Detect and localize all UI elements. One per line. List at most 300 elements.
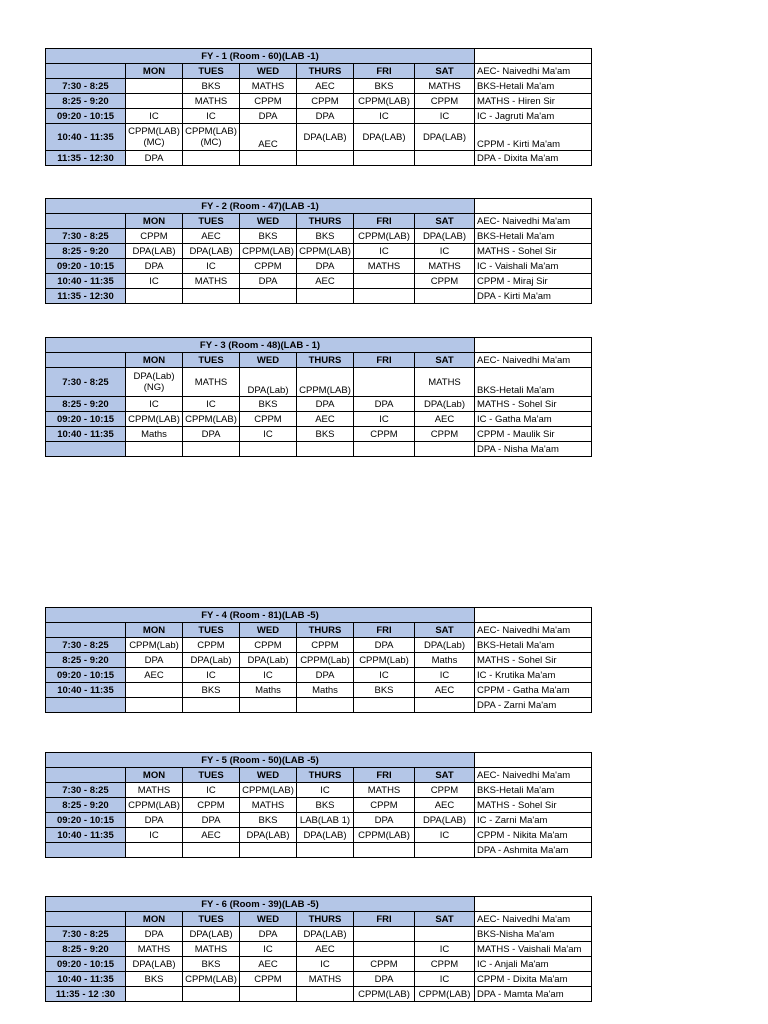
- day-header: SAT: [415, 623, 475, 638]
- class-cell: CPPM(LAB): [297, 244, 354, 259]
- class-cell: AEC: [297, 412, 354, 427]
- class-cell: [297, 987, 354, 1002]
- day-header: FRI: [354, 768, 415, 783]
- class-cell: BKS: [183, 957, 240, 972]
- teacher-cell: MATHS - Hiren Sir: [475, 94, 592, 109]
- class-cell: CPPM: [183, 638, 240, 653]
- empty-cell: [475, 608, 592, 623]
- class-cell: [354, 927, 415, 942]
- class-cell: BKS: [240, 397, 297, 412]
- class-cell: CPPM(LAB): [354, 229, 415, 244]
- class-cell: DPA: [126, 653, 183, 668]
- class-cell: [126, 698, 183, 713]
- class-cell: MATHS: [240, 79, 297, 94]
- class-cell: IC: [126, 274, 183, 289]
- class-cell: [297, 442, 354, 457]
- corner-cell: [46, 768, 126, 783]
- class-cell: CPPM: [415, 427, 475, 442]
- teacher-cell: AEC- Naivedhi Ma'am: [475, 214, 592, 229]
- class-cell: [183, 987, 240, 1002]
- teacher-cell: CPPM - Kirti Ma'am: [475, 124, 592, 151]
- class-cell: [126, 683, 183, 698]
- timetable-fy4: [45, 607, 592, 713]
- class-cell: AEC: [415, 412, 475, 427]
- teacher-cell: MATHS - Sohel Sir: [475, 397, 592, 412]
- time-slot: 8:25 - 9:20: [46, 244, 126, 259]
- class-cell: [297, 151, 354, 166]
- time-slot: 09:20 - 10:15: [46, 813, 126, 828]
- class-cell: [126, 94, 183, 109]
- class-cell: CPPM: [415, 957, 475, 972]
- teacher-cell: IC - Jagruti Ma'am: [475, 109, 592, 124]
- class-cell: CPPM(LAB): [183, 412, 240, 427]
- teacher-cell: AEC- Naivedhi Ma'am: [475, 353, 592, 368]
- class-cell: Maths: [297, 683, 354, 698]
- day-header: WED: [240, 353, 297, 368]
- time-slot: 09:20 - 10:15: [46, 668, 126, 683]
- day-header: MON: [126, 353, 183, 368]
- teacher-cell: CPPM - Miraj Sir: [475, 274, 592, 289]
- day-header: SAT: [415, 64, 475, 79]
- teacher-cell: MATHS - Vaishali Ma'am: [475, 942, 592, 957]
- class-cell: [297, 843, 354, 858]
- class-cell: DPA(LAB): [240, 828, 297, 843]
- class-cell: IC: [415, 109, 475, 124]
- teacher-cell: BKS-Hetali Ma'am: [475, 638, 592, 653]
- class-cell: CPPM(LAB): [126, 798, 183, 813]
- class-cell: DPA: [240, 109, 297, 124]
- class-cell: [126, 843, 183, 858]
- class-cell: [415, 151, 475, 166]
- teacher-cell: DPA - Kirti Ma'am: [475, 289, 592, 304]
- class-cell: IC: [415, 244, 475, 259]
- class-cell: AEC: [183, 828, 240, 843]
- class-cell: MATHS: [354, 783, 415, 798]
- teacher-cell: DPA - Ashmita Ma'am: [475, 843, 592, 858]
- day-header: WED: [240, 64, 297, 79]
- class-cell: MATHS: [415, 259, 475, 274]
- class-cell: AEC: [297, 942, 354, 957]
- day-header: TUES: [183, 64, 240, 79]
- teacher-cell: DPA - Nisha Ma'am: [475, 442, 592, 457]
- class-cell: [297, 289, 354, 304]
- class-cell: DPA: [183, 813, 240, 828]
- teacher-cell: CPPM - Maulik Sir: [475, 427, 592, 442]
- empty-cell: [475, 897, 592, 912]
- corner-cell: [46, 912, 126, 927]
- class-cell: AEC: [415, 798, 475, 813]
- time-slot: 7:30 - 8:25: [46, 927, 126, 942]
- class-cell: CPPM(LAB): [297, 368, 354, 397]
- teacher-cell: BKS-Nisha Ma'am: [475, 927, 592, 942]
- class-cell: AEC: [297, 79, 354, 94]
- class-cell: DPA(LAB): [415, 813, 475, 828]
- teacher-cell: BKS-Hetali Ma'am: [475, 229, 592, 244]
- class-cell: [240, 442, 297, 457]
- class-cell: IC: [183, 397, 240, 412]
- class-cell: IC: [183, 668, 240, 683]
- time-slot: 7:30 - 8:25: [46, 229, 126, 244]
- class-cell: DPA: [297, 668, 354, 683]
- class-cell: MATHS: [183, 368, 240, 397]
- day-header: TUES: [183, 768, 240, 783]
- class-cell: DPA: [354, 972, 415, 987]
- class-cell: IC: [240, 427, 297, 442]
- class-cell: CPPM: [415, 94, 475, 109]
- table-title: FY - 3 (Room - 48)(LAB - 1): [46, 338, 475, 353]
- class-cell: CPPM: [183, 798, 240, 813]
- day-header: MON: [126, 912, 183, 927]
- class-cell: IC: [415, 668, 475, 683]
- class-cell: [240, 843, 297, 858]
- time-slot: 11:35 - 12:30: [46, 151, 126, 166]
- teacher-cell: BKS-Hetali Ma'am: [475, 368, 592, 397]
- class-cell: DPA: [126, 151, 183, 166]
- day-header: FRI: [354, 623, 415, 638]
- class-cell: [354, 442, 415, 457]
- class-cell: IC: [240, 668, 297, 683]
- class-cell: BKS: [354, 79, 415, 94]
- class-cell: [126, 289, 183, 304]
- class-cell: [354, 289, 415, 304]
- day-header: MON: [126, 623, 183, 638]
- time-slot: 8:25 - 9:20: [46, 942, 126, 957]
- class-cell: MATHS: [415, 368, 475, 397]
- class-cell: [240, 289, 297, 304]
- class-cell: [415, 289, 475, 304]
- timetable-fy5: [45, 752, 592, 858]
- corner-cell: [46, 64, 126, 79]
- class-cell: DPA: [240, 274, 297, 289]
- class-cell: AEC: [240, 957, 297, 972]
- class-cell: IC: [354, 412, 415, 427]
- class-cell: IC: [415, 828, 475, 843]
- class-cell: CPPM(Lab): [297, 653, 354, 668]
- teacher-cell: BKS-Hetali Ma'am: [475, 79, 592, 94]
- class-cell: DPA: [240, 927, 297, 942]
- class-cell: [354, 274, 415, 289]
- class-cell: CPPM(LAB) (MC): [126, 124, 183, 151]
- class-cell: CPPM: [126, 229, 183, 244]
- class-cell: DPA(LAB): [126, 244, 183, 259]
- time-slot: [46, 698, 126, 713]
- class-cell: CPPM(LAB): [354, 828, 415, 843]
- class-cell: DPA(LAB): [183, 927, 240, 942]
- time-slot: 09:20 - 10:15: [46, 957, 126, 972]
- class-cell: Maths: [126, 427, 183, 442]
- class-cell: CPPM: [240, 412, 297, 427]
- teacher-cell: IC - Zarni Ma'am: [475, 813, 592, 828]
- class-cell: [354, 698, 415, 713]
- class-cell: MATHS: [183, 274, 240, 289]
- class-cell: DPA: [183, 427, 240, 442]
- class-cell: Maths: [240, 683, 297, 698]
- class-cell: MATHS: [126, 783, 183, 798]
- teacher-cell: AEC- Naivedhi Ma'am: [475, 768, 592, 783]
- class-cell: DPA: [354, 397, 415, 412]
- time-slot: [46, 843, 126, 858]
- class-cell: IC: [183, 109, 240, 124]
- class-cell: DPA(LAB): [297, 828, 354, 843]
- class-cell: DPA(Lab) (NG): [126, 368, 183, 397]
- class-cell: IC: [183, 259, 240, 274]
- class-cell: AEC: [126, 668, 183, 683]
- class-cell: CPPM: [297, 94, 354, 109]
- class-cell: DPA(LAB): [415, 229, 475, 244]
- class-cell: [354, 368, 415, 397]
- table-title: FY - 5 (Room - 50)(LAB -5): [46, 753, 475, 768]
- class-cell: CPPM(Lab): [354, 653, 415, 668]
- teacher-cell: AEC- Naivedhi Ma'am: [475, 912, 592, 927]
- class-cell: [354, 843, 415, 858]
- class-cell: IC: [126, 109, 183, 124]
- teacher-cell: CPPM - Dixita Ma'am: [475, 972, 592, 987]
- class-cell: CPPM(LAB): [240, 783, 297, 798]
- class-cell: AEC: [183, 229, 240, 244]
- class-cell: BKS: [183, 683, 240, 698]
- empty-cell: [475, 753, 592, 768]
- teacher-cell: IC - Anjali Ma'am: [475, 957, 592, 972]
- day-header: FRI: [354, 64, 415, 79]
- teacher-cell: CPPM - Gatha Ma'am: [475, 683, 592, 698]
- class-cell: IC: [297, 783, 354, 798]
- class-cell: BKS: [183, 79, 240, 94]
- time-slot: 7:30 - 8:25: [46, 79, 126, 94]
- class-cell: MATHS: [297, 972, 354, 987]
- class-cell: DPA(Lab): [183, 653, 240, 668]
- class-cell: CPPM: [415, 274, 475, 289]
- corner-cell: [46, 214, 126, 229]
- day-header: TUES: [183, 214, 240, 229]
- class-cell: [183, 843, 240, 858]
- time-slot: 09:20 - 10:15: [46, 259, 126, 274]
- class-cell: DPA(LAB): [297, 927, 354, 942]
- teacher-cell: MATHS - Sohel Sir: [475, 244, 592, 259]
- class-cell: DPA(LAB): [126, 957, 183, 972]
- class-cell: BKS: [297, 427, 354, 442]
- day-header: MON: [126, 768, 183, 783]
- teacher-cell: IC - Gatha Ma'am: [475, 412, 592, 427]
- time-slot: 10:40 - 11:35: [46, 274, 126, 289]
- class-cell: CPPM(LAB): [354, 987, 415, 1002]
- time-slot: 09:20 - 10:15: [46, 109, 126, 124]
- time-slot: 10:40 - 11:35: [46, 683, 126, 698]
- class-cell: AEC: [415, 683, 475, 698]
- class-cell: BKS: [240, 229, 297, 244]
- teacher-cell: IC - Vaishali Ma'am: [475, 259, 592, 274]
- time-slot: 10:40 - 11:35: [46, 972, 126, 987]
- class-cell: CPPM(LAB): [240, 244, 297, 259]
- table-title: FY - 1 (Room - 60)(LAB -1): [46, 49, 475, 64]
- class-cell: [415, 442, 475, 457]
- class-cell: DPA: [297, 397, 354, 412]
- class-cell: BKS: [240, 813, 297, 828]
- day-header: THURS: [297, 768, 354, 783]
- teacher-cell: BKS-Hetali Ma'am: [475, 783, 592, 798]
- class-cell: DPA(Lab): [415, 638, 475, 653]
- day-header: TUES: [183, 353, 240, 368]
- class-cell: [183, 289, 240, 304]
- class-cell: IC: [354, 244, 415, 259]
- class-cell: [354, 151, 415, 166]
- day-header: SAT: [415, 912, 475, 927]
- class-cell: CPPM(Lab): [126, 638, 183, 653]
- class-cell: IC: [240, 942, 297, 957]
- class-cell: IC: [415, 972, 475, 987]
- time-slot: 7:30 - 8:25: [46, 783, 126, 798]
- class-cell: MATHS: [183, 94, 240, 109]
- class-cell: DPA: [354, 638, 415, 653]
- class-cell: [240, 151, 297, 166]
- day-header: FRI: [354, 912, 415, 927]
- day-header: TUES: [183, 623, 240, 638]
- day-header: MON: [126, 64, 183, 79]
- day-header: THURS: [297, 623, 354, 638]
- class-cell: CPPM: [240, 972, 297, 987]
- empty-cell: [475, 338, 592, 353]
- day-header: THURS: [297, 353, 354, 368]
- class-cell: MATHS: [354, 259, 415, 274]
- class-cell: CPPM(LAB): [183, 972, 240, 987]
- empty-cell: [475, 199, 592, 214]
- day-header: SAT: [415, 768, 475, 783]
- time-slot: 11:35 - 12 :30: [46, 987, 126, 1002]
- class-cell: IC: [183, 783, 240, 798]
- day-header: THURS: [297, 64, 354, 79]
- class-cell: DPA(Lab): [415, 397, 475, 412]
- class-cell: DPA(Lab): [240, 653, 297, 668]
- empty-cell: [475, 49, 592, 64]
- class-cell: MATHS: [415, 79, 475, 94]
- class-cell: DPA: [126, 927, 183, 942]
- class-cell: CPPM(LAB): [126, 412, 183, 427]
- teacher-cell: DPA - Mamta Ma'am: [475, 987, 592, 1002]
- day-header: MON: [126, 214, 183, 229]
- day-header: SAT: [415, 353, 475, 368]
- time-slot: [46, 442, 126, 457]
- teacher-cell: AEC- Naivedhi Ma'am: [475, 623, 592, 638]
- teacher-cell: DPA - Dixita Ma'am: [475, 151, 592, 166]
- teacher-cell: IC - Krutika Ma'am: [475, 668, 592, 683]
- class-cell: BKS: [297, 229, 354, 244]
- time-slot: 10:40 - 11:35: [46, 427, 126, 442]
- class-cell: AEC: [240, 124, 297, 151]
- timetable-fy3: [45, 337, 592, 457]
- corner-cell: [46, 623, 126, 638]
- class-cell: DPA: [126, 259, 183, 274]
- teacher-cell: AEC- Naivedhi Ma'am: [475, 64, 592, 79]
- class-cell: CPPM: [240, 94, 297, 109]
- teacher-cell: MATHS - Sohel Sir: [475, 653, 592, 668]
- class-cell: DPA: [297, 109, 354, 124]
- class-cell: [183, 151, 240, 166]
- day-header: FRI: [354, 353, 415, 368]
- class-cell: BKS: [126, 972, 183, 987]
- day-header: WED: [240, 623, 297, 638]
- class-cell: [183, 698, 240, 713]
- class-cell: IC: [126, 397, 183, 412]
- class-cell: Maths: [415, 653, 475, 668]
- timetable-fy2: [45, 198, 592, 304]
- timetable-fy1: [45, 48, 592, 166]
- class-cell: IC: [354, 109, 415, 124]
- teacher-cell: MATHS - Sohel Sir: [475, 798, 592, 813]
- class-cell: DPA: [297, 259, 354, 274]
- class-cell: CPPM: [354, 957, 415, 972]
- class-cell: IC: [354, 668, 415, 683]
- class-cell: AEC: [297, 274, 354, 289]
- table-title: FY - 6 (Room - 39)(LAB -5): [46, 897, 475, 912]
- class-cell: DPA: [354, 813, 415, 828]
- class-cell: DPA(LAB): [183, 244, 240, 259]
- class-cell: IC: [415, 942, 475, 957]
- class-cell: [126, 987, 183, 1002]
- class-cell: IC: [126, 828, 183, 843]
- class-cell: [126, 442, 183, 457]
- time-slot: 8:25 - 9:20: [46, 397, 126, 412]
- class-cell: CPPM: [240, 259, 297, 274]
- day-header: TUES: [183, 912, 240, 927]
- time-slot: 8:25 - 9:20: [46, 798, 126, 813]
- class-cell: [183, 442, 240, 457]
- teacher-cell: DPA - Zarni Ma'am: [475, 698, 592, 713]
- class-cell: MATHS: [240, 798, 297, 813]
- timetable-fy6: [45, 896, 592, 1002]
- class-cell: DPA(LAB): [354, 124, 415, 151]
- class-cell: CPPM: [415, 783, 475, 798]
- class-cell: DPA(LAB): [415, 124, 475, 151]
- table-title: FY - 4 (Room - 81)(LAB -5): [46, 608, 475, 623]
- class-cell: DPA(LAB): [297, 124, 354, 151]
- day-header: FRI: [354, 214, 415, 229]
- time-slot: 11:35 - 12:30: [46, 289, 126, 304]
- class-cell: [297, 698, 354, 713]
- class-cell: [354, 942, 415, 957]
- class-cell: [415, 927, 475, 942]
- day-header: WED: [240, 912, 297, 927]
- class-cell: CPPM: [354, 427, 415, 442]
- class-cell: DPA(Lab): [240, 368, 297, 397]
- corner-cell: [46, 353, 126, 368]
- day-header: WED: [240, 214, 297, 229]
- day-header: SAT: [415, 214, 475, 229]
- time-slot: 8:25 - 9:20: [46, 94, 126, 109]
- class-cell: CPPM(LAB): [354, 94, 415, 109]
- class-cell: [240, 698, 297, 713]
- table-title: FY - 2 (Room - 47)(LAB -1): [46, 199, 475, 214]
- class-cell: MATHS: [126, 942, 183, 957]
- time-slot: 09:20 - 10:15: [46, 412, 126, 427]
- class-cell: CPPM(LAB): [415, 987, 475, 1002]
- class-cell: CPPM: [297, 638, 354, 653]
- time-slot: 7:30 - 8:25: [46, 368, 126, 397]
- day-header: WED: [240, 768, 297, 783]
- time-slot: 7:30 - 8:25: [46, 638, 126, 653]
- class-cell: DPA: [126, 813, 183, 828]
- class-cell: LAB(LAB 1): [297, 813, 354, 828]
- day-header: THURS: [297, 912, 354, 927]
- class-cell: [240, 987, 297, 1002]
- class-cell: MATHS: [183, 942, 240, 957]
- class-cell: CPPM: [354, 798, 415, 813]
- class-cell: [415, 843, 475, 858]
- day-header: THURS: [297, 214, 354, 229]
- class-cell: [415, 698, 475, 713]
- class-cell: CPPM: [240, 638, 297, 653]
- class-cell: [126, 79, 183, 94]
- class-cell: CPPM(LAB) (MC): [183, 124, 240, 151]
- time-slot: 10:40 - 11:35: [46, 124, 126, 151]
